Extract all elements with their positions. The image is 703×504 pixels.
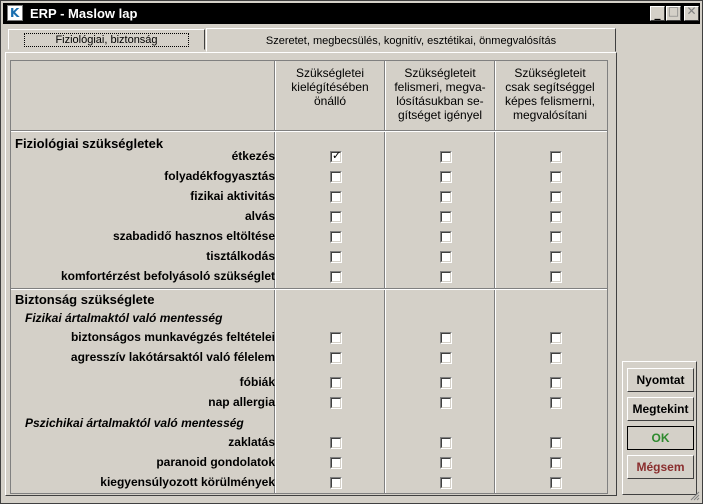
maximize-icon: □ <box>667 4 680 18</box>
checkbox[interactable] <box>440 171 452 183</box>
column-header-line: önálló <box>313 94 347 108</box>
column-header-line: Szükségletei <box>295 66 365 80</box>
row-label: komfortérzést befolyásoló szükséglet <box>60 269 275 283</box>
checkbox[interactable] <box>550 171 562 183</box>
section-title: Fiziológiai szükségletek <box>15 136 164 151</box>
checkbox[interactable] <box>440 332 452 344</box>
column-header <box>275 66 385 108</box>
checkbox[interactable] <box>550 271 562 283</box>
checkbox[interactable] <box>330 251 342 263</box>
checkbox[interactable] <box>330 211 342 223</box>
checkbox[interactable] <box>440 251 452 263</box>
checkbox[interactable] <box>440 191 452 203</box>
row-label: nap allergia <box>208 395 275 409</box>
preview-button[interactable]: Megtekint <box>627 397 694 421</box>
resize-grip-icon[interactable] <box>690 491 700 501</box>
column-header-line: kielégítésében <box>291 80 369 94</box>
ok-button[interactable]: OK <box>627 426 694 450</box>
checkbox[interactable] <box>440 457 452 469</box>
row-label: alvás <box>244 209 275 223</box>
subsection-title: Pszichikai ártalmaktól való mentesség <box>25 416 244 430</box>
section-title: Biztonság szükséglete <box>15 292 155 307</box>
checkbox[interactable] <box>330 332 342 344</box>
checkbox[interactable] <box>330 457 342 469</box>
cancel-button[interactable]: Mégsem <box>627 455 694 479</box>
maximize-button[interactable] <box>666 6 681 21</box>
checkbox[interactable] <box>550 437 562 449</box>
checkbox[interactable] <box>440 231 452 243</box>
checkbox[interactable] <box>330 171 342 183</box>
column-header-line: megvalósítani <box>512 108 588 122</box>
row-label: étkezés <box>231 149 275 163</box>
row-label: biztonságos munkavégzés feltételei <box>70 330 275 344</box>
row-label: fóbiák <box>239 375 275 389</box>
tab-love-esteem[interactable] <box>206 28 616 52</box>
row-label: kiegyensúlyozott körülmények <box>100 475 275 489</box>
checkbox[interactable] <box>330 151 342 163</box>
column-header-line: gítséget igényel <box>397 108 483 122</box>
checkbox[interactable] <box>330 397 342 409</box>
checkbox[interactable] <box>440 377 452 389</box>
column-header <box>385 66 495 122</box>
column-header-line: csak segítséggel <box>505 80 595 94</box>
column-header-line: felismeri, megva- <box>394 80 486 94</box>
checkbox[interactable] <box>550 211 562 223</box>
header-divider <box>11 130 607 132</box>
row-label: fizikai aktivitás <box>190 189 275 203</box>
column-header-line: lósításukban se- <box>396 94 484 108</box>
checkmark-icon: ✓ <box>332 149 342 162</box>
checkbox[interactable] <box>550 352 562 364</box>
row-label: paranoid gondolatok <box>156 455 275 469</box>
checkbox[interactable] <box>550 191 562 203</box>
checkbox[interactable] <box>550 457 562 469</box>
row-label: szabadidő hasznos eltöltése <box>112 229 275 243</box>
checkbox[interactable] <box>330 231 342 243</box>
column-header-line: Szükségleteit <box>514 66 586 80</box>
checkbox[interactable] <box>440 437 452 449</box>
minimize-icon: _ <box>654 6 661 20</box>
checkbox[interactable] <box>550 231 562 243</box>
tab-label: Fiziológiai, biztonság <box>24 33 188 47</box>
checkbox[interactable] <box>550 397 562 409</box>
row-label: tisztálkodás <box>206 249 275 263</box>
close-icon: ✕ <box>686 4 697 18</box>
column-header <box>495 66 605 122</box>
checkbox[interactable] <box>550 377 562 389</box>
tab-label: Szeretet, megbecsülés, kognitív, esztétikai, önmegvalósítás <box>265 35 557 47</box>
checkbox[interactable] <box>330 191 342 203</box>
app-icon[interactable]: K <box>7 5 23 21</box>
checkbox[interactable] <box>330 352 342 364</box>
column-header-line: Szükségleteit <box>404 66 476 80</box>
checkbox[interactable] <box>550 151 562 163</box>
checkbox[interactable] <box>550 477 562 489</box>
checkbox[interactable] <box>330 437 342 449</box>
checkbox[interactable] <box>440 397 452 409</box>
close-button[interactable] <box>684 6 699 21</box>
checkbox[interactable] <box>440 211 452 223</box>
checkbox[interactable] <box>440 352 452 364</box>
title-bar[interactable] <box>3 3 700 24</box>
column-divider <box>384 61 386 493</box>
row-label: folyadékfogyasztás <box>164 169 275 183</box>
checkbox[interactable] <box>440 477 452 489</box>
section-divider <box>11 288 607 290</box>
checkbox[interactable] <box>330 477 342 489</box>
checkbox[interactable] <box>330 271 342 283</box>
window-title: ERP - Maslow lap <box>30 6 138 21</box>
tab-physiological-safety[interactable] <box>8 29 205 50</box>
row-label: zaklatás <box>228 435 275 449</box>
row-label: agresszív lakótársaktól való félelem <box>70 350 275 364</box>
column-header-line: képes felismerni, <box>504 94 596 108</box>
checkbox[interactable] <box>440 151 452 163</box>
checkbox[interactable] <box>330 377 342 389</box>
checkbox[interactable] <box>550 251 562 263</box>
checkbox[interactable] <box>440 271 452 283</box>
column-divider <box>494 61 496 493</box>
checkbox[interactable] <box>550 332 562 344</box>
print-button[interactable]: Nyomtat <box>627 368 694 392</box>
minimize-button[interactable] <box>650 6 665 21</box>
subsection-title: Fizikai ártalmaktól való mentesség <box>25 311 223 325</box>
